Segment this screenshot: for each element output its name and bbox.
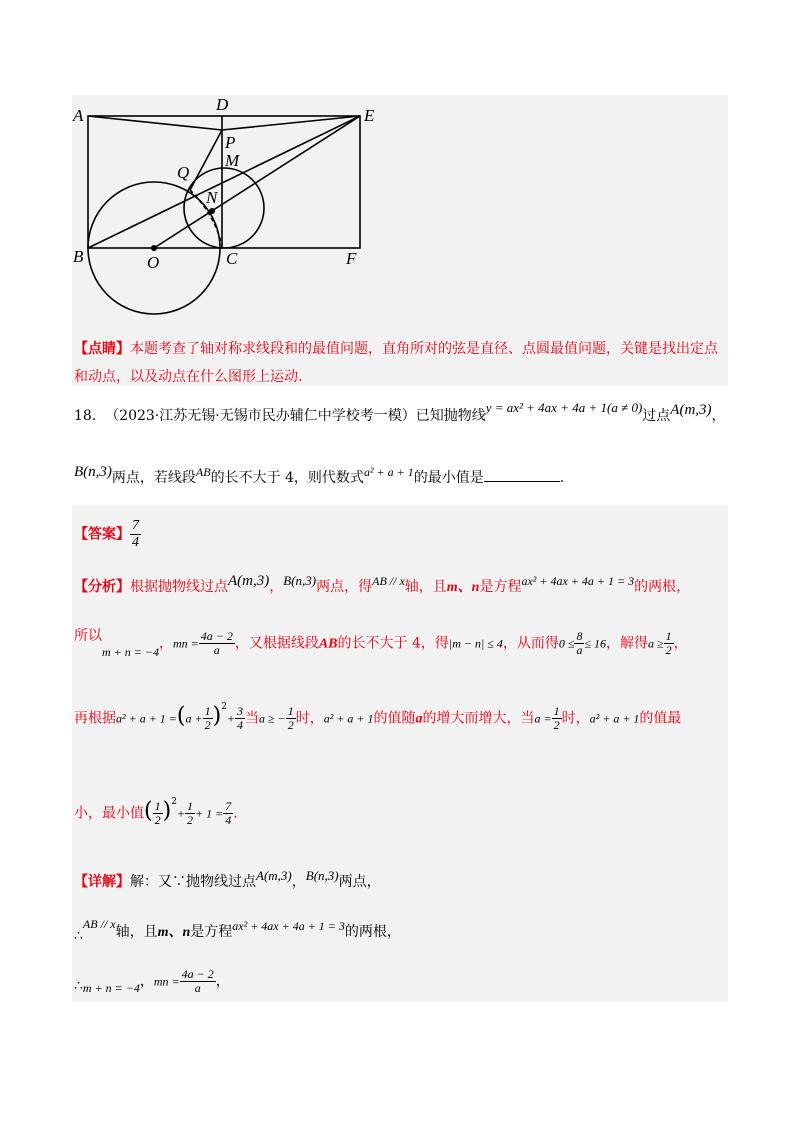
answer-line [74,518,141,551]
label-Q: Q [177,163,190,182]
comment-line-1: 【点睛】本题考查了轴对称求线段和的最值问题，直角所对的弦是直径、点圆最值问题，关键是找出定点 [74,341,718,357]
analysis-tag: 【分析】 [74,579,130,595]
segment-BE [88,116,360,248]
label-N: N [206,188,218,207]
point-N [209,208,215,214]
analysis-line-3: 再根据a² + a + 1 =(a + $\frac{1}{2}$ )$^2$+ $\frac{3}{4}$ 当a ≥ − $\frac{1}{2}$ 时，a² + a + 1的值随a的增大而增大，当a = $\frac{1}{2}$ 时，a² + a + 1的值最 [74,702,682,733]
label-C: C [226,249,238,268]
point-O [151,245,157,251]
detail-line-2: ∴AB // x轴，且m、n是方程ax² + 4ax + 4a + 1 = 3的两根， [74,917,401,944]
label-F: F [346,249,357,268]
problem-line-1: 18. （2023·江苏无锡·无锡市民办辅仁中学校考一模）已知抛物线y = ax² + 4ax + 4a + 1(a ≠ 0)过点A(m,3)， [74,400,726,424]
comment-line-2: 和动点，以及动点在什么图形上运动. [74,369,303,385]
answer-blank [484,469,560,482]
label-O: O [147,253,160,272]
analysis-line-2: 所以m + n = −4，mn = $\frac{4a - 2}{a}$ ，又根据线段AB的长不大于 4，得|m − n| ≤ 4，从而得0 ≤ $\frac{8}{a}$ ≤ 16，解得a ≥ $\frac{1}{2}$ ， [74,627,688,659]
label-E: E [364,106,375,125]
detail-line-3: ∴m + n = −4，mn = $\frac{4a - 2}{a}$ ， [74,967,230,995]
label-P: P [225,133,236,152]
label-M: M [225,151,240,170]
circle-M [184,168,264,248]
segment-PE [222,116,360,130]
label-D: D [216,95,229,114]
comment-tag: 【点睛】 [74,341,130,357]
analysis-line-4: 小，最小值( $\frac{1}{2}$ )$^2$+ $\frac{1}{2}$ + 1 = $\frac{7}{4}$ . [74,797,238,828]
problem-line-2: B(n,3)两点，若线段AB的长不大于 4，则代数式a² + a + 1的最小值是 . [74,464,565,486]
analysis-line-1: 【分析】根据抛物线过点A(m,3)，B(n,3)两点，得AB // x轴，且m、n是方程ax² + 4ax + 4a + 1 = 3的两根， [74,573,691,595]
label-B: B [73,247,84,266]
answer-fraction: $\frac{7}{4}$ [132,518,139,550]
segment-AP [88,116,222,130]
label-A: A [73,106,84,125]
detail-tag: 【详解】 [74,874,130,890]
geometry-figure [0,0,800,330]
answer-tag: 【答案】 [74,526,130,543]
segment-OE [154,116,360,248]
detail-line-1: 【详解】解：又∵抛物线过点A(m,3)，B(n,3)两点， [74,868,381,890]
